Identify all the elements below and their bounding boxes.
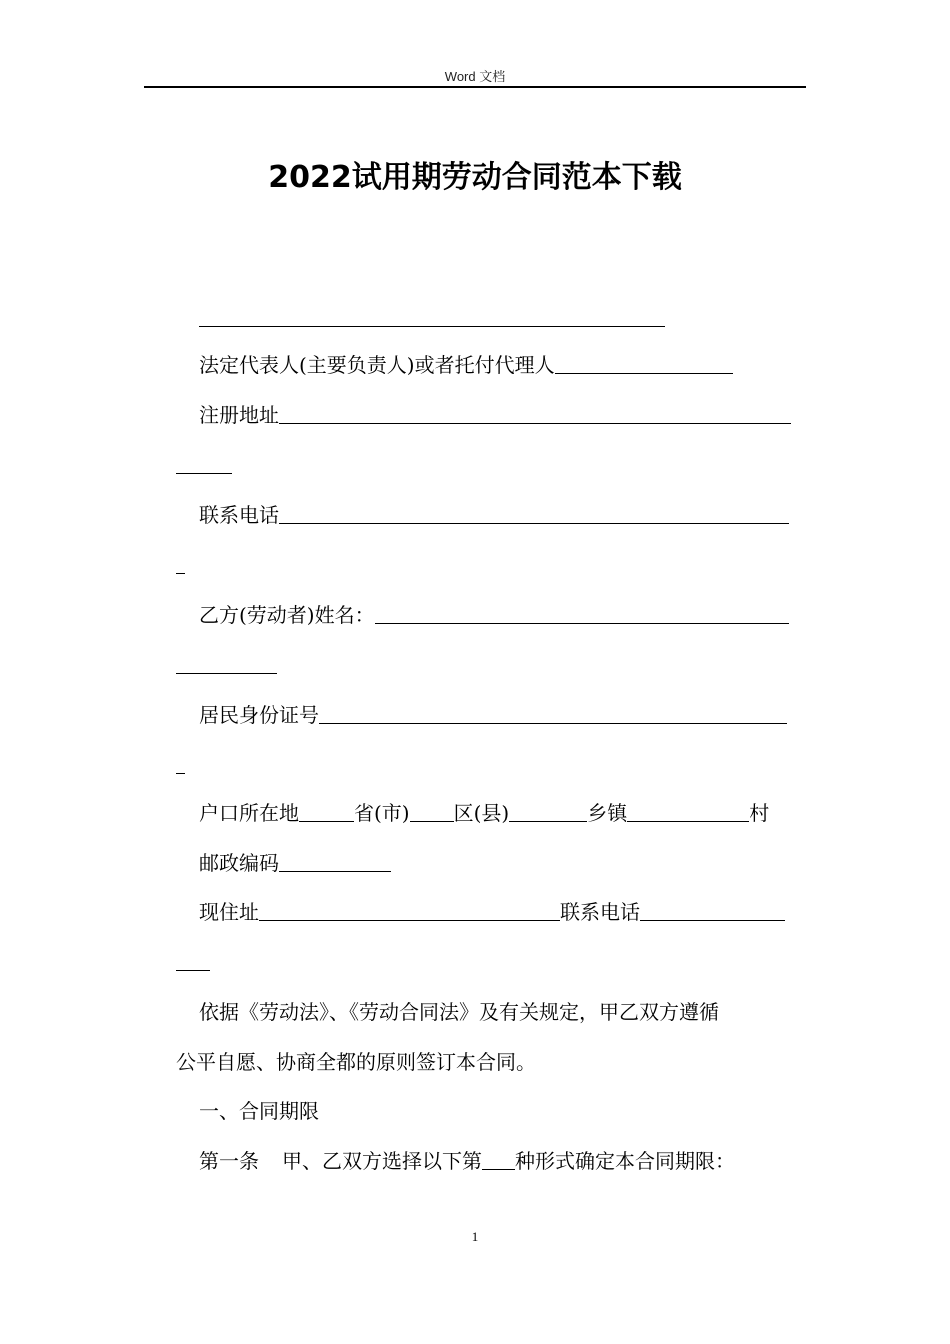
phone-blank-continued bbox=[176, 551, 185, 574]
basis-line-1: 依据《劳动法》、《劳动合同法》及有关规定，甲乙双方遵循 bbox=[199, 1000, 719, 1024]
current-address-label: 现住址 bbox=[199, 900, 259, 924]
hukou-village-blank bbox=[627, 799, 749, 822]
id-number-blank-continued bbox=[176, 751, 185, 774]
postal-code-label: 邮政编码 bbox=[199, 851, 279, 875]
hukou-district-label: 区(县) bbox=[453, 801, 510, 825]
current-address-blank bbox=[259, 898, 560, 921]
article-1-line bbox=[199, 1146, 735, 1176]
party-b-name-line bbox=[199, 600, 789, 630]
article-1-text-a: 甲、乙双方选择以下第 bbox=[282, 1149, 482, 1173]
party-b-name-blank bbox=[375, 601, 789, 624]
page-header: Word 文档 bbox=[444, 69, 506, 84]
legal-rep-blank bbox=[555, 351, 733, 374]
current-address-phone-blank-continued bbox=[176, 948, 210, 971]
current-address-continuation bbox=[176, 947, 210, 977]
legal-rep-label: 法定代表人(主要负责人)或者托付代理人 bbox=[199, 353, 555, 377]
phone-continuation bbox=[176, 550, 185, 580]
party-a-name-line bbox=[199, 303, 665, 333]
article-1-text-b: 种形式确定本合同期限： bbox=[515, 1149, 735, 1173]
address-blank bbox=[279, 401, 791, 424]
phone-line bbox=[199, 500, 789, 530]
hukou-line bbox=[199, 798, 769, 828]
id-number-line bbox=[199, 700, 787, 730]
hukou-label: 户口所在地 bbox=[199, 801, 299, 825]
party-b-name-blank-continued bbox=[176, 651, 277, 674]
postal-code-blank bbox=[279, 849, 391, 872]
party-a-name-blank bbox=[199, 304, 665, 327]
article-1-label: 第一条 bbox=[199, 1149, 259, 1173]
party-b-name-continuation bbox=[176, 650, 277, 680]
hukou-town-label: 乡镇 bbox=[587, 801, 628, 825]
address-label: 注册地址 bbox=[199, 403, 279, 427]
current-address-phone-blank bbox=[640, 898, 785, 921]
current-address-phone-label: 联系电话 bbox=[560, 900, 640, 924]
basis-line-2: 公平自愿、协商全都的原则签订本合同。 bbox=[176, 1050, 536, 1074]
article-1-blank bbox=[482, 1147, 515, 1170]
legal-rep-line bbox=[199, 350, 733, 380]
party-b-name-label: 乙方(劳动者)姓名： bbox=[199, 603, 375, 627]
hukou-province-blank bbox=[299, 799, 354, 822]
section-heading-1: 一、合同期限 bbox=[199, 1099, 319, 1123]
hukou-district-blank bbox=[410, 799, 454, 822]
hukou-province-label: 省(市) bbox=[354, 801, 410, 825]
phone-blank bbox=[279, 501, 789, 524]
document-title: 2022试用期劳动合同范本下载 bbox=[268, 160, 682, 195]
id-number-label: 居民身份证号 bbox=[199, 703, 319, 727]
current-address-line bbox=[199, 897, 785, 927]
address-blank-continued bbox=[176, 451, 232, 474]
hukou-town-blank bbox=[509, 799, 587, 822]
header-rule bbox=[144, 86, 806, 88]
postal-code-line bbox=[199, 848, 391, 878]
phone-label: 联系电话 bbox=[199, 503, 279, 527]
hukou-village-label: 村 bbox=[749, 801, 770, 825]
address-continuation bbox=[176, 450, 232, 480]
id-number-blank bbox=[319, 701, 787, 724]
address-line bbox=[199, 400, 791, 430]
id-number-continuation bbox=[176, 750, 185, 780]
page-number: 1 bbox=[471, 1229, 479, 1244]
